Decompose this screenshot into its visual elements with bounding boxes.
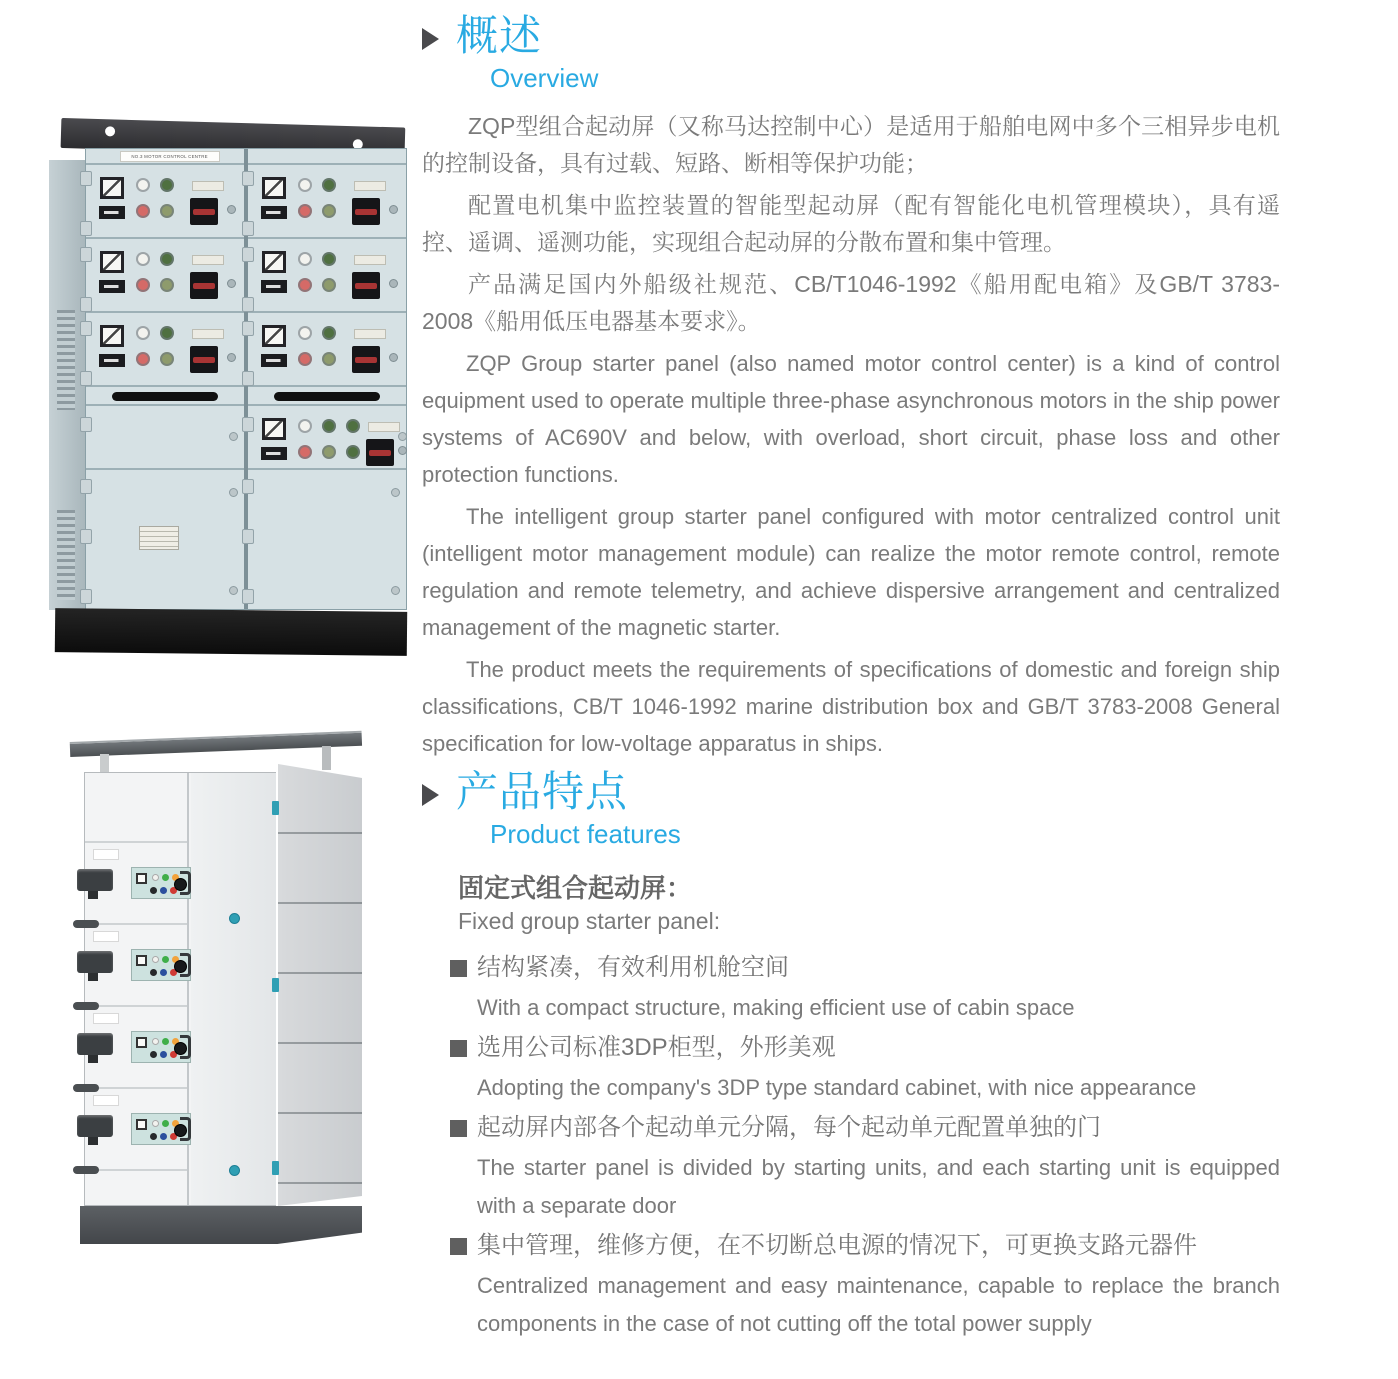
door-latch — [272, 801, 279, 815]
starter-unit-column — [85, 773, 189, 1205]
feature-text-cn: 结构紧凑，有效利用机舱空间 — [477, 954, 789, 982]
square-bullet-icon — [450, 960, 467, 977]
blank-panel — [85, 773, 187, 843]
feature-item — [450, 1107, 1280, 1225]
door-nameplate: NO.3 MOTOR CONTROL CENTRE — [120, 151, 220, 162]
feature-text-en: Adopting the company's 3DP type standard cabinet, with nice appearance — [477, 1075, 1197, 1101]
handle-strip — [248, 385, 406, 404]
square-bullet-icon — [450, 1238, 467, 1255]
overview-paragraph-cn: 产品满足国内外船级社规范、CB/T1046-1992《船用配电箱》及GB/T 3783-2008《船用低压电器基本要求》。 — [422, 271, 1280, 335]
overview-paragraph-cn: ZQP型组合起动屏（又称马达控制中心）是适用于船舶电网中多个三相异步电机的控制设备，具有过载、短路、断相等保护功能； — [422, 113, 1280, 177]
cabinet-side-panel — [278, 764, 362, 1206]
feature-text-cn: 选用公司标准3DP柜型，外形美观 — [477, 1034, 836, 1062]
overview-paragraphs — [422, 108, 1280, 762]
feature-item — [450, 1027, 1280, 1107]
features-subtitle-en: Fixed group starter panel: — [458, 908, 721, 935]
features-subtitle-cn: 固定式组合起动屏： — [458, 873, 693, 904]
starter-unit-door — [248, 163, 406, 237]
features-title-cn: 产品特点 — [456, 768, 629, 815]
roof-post — [100, 754, 109, 774]
square-bullet-icon — [450, 1040, 467, 1057]
door-top-strip — [86, 149, 244, 163]
overview-title-en: Overview — [490, 63, 599, 94]
product-features-section — [422, 768, 1280, 1343]
cabinet-door-column — [248, 149, 406, 609]
starter-unit-door — [86, 237, 244, 311]
vent-grille — [57, 310, 75, 410]
cabinet-roof — [70, 731, 362, 757]
starter-unit-door — [85, 925, 187, 1007]
starter-unit-door — [86, 311, 244, 385]
feature-text-en: With a compact structure, making efficient use of cabin space — [477, 995, 1075, 1021]
full-height-door — [191, 773, 276, 1205]
feature-item — [450, 947, 1280, 1027]
door-top-strip — [248, 149, 406, 163]
rating-nameplate — [139, 526, 179, 550]
starter-unit-door — [86, 163, 244, 237]
starter-unit-door — [85, 1007, 187, 1089]
dp3-cabinet-photo — [70, 720, 370, 1265]
cabinet-plinth — [55, 608, 407, 656]
cabinet-body — [85, 148, 407, 610]
overview-paragraph-en: ZQP Group starter panel (also named motor control center) is a kind of control equipment used to operate multiple three-phase asynchronous motors in the ship power systems of AC690V and below, with overload, short circuit, phase loss and other protection functions. — [422, 351, 1280, 488]
feature-text-en: The starter panel is divided by starting units, and each starting unit is equipped with a separate door — [477, 1155, 1280, 1219]
cabinet-door-column — [86, 149, 244, 609]
overview-paragraph-en: The intelligent group starter panel configured with motor centralized control unit (intelligent motor management module) can realize the motor remote control, remote regulation and remote telemetry, and achieve dispersive arrangement and centralized management of the magnetic starter. — [422, 504, 1280, 641]
starter-unit-door — [248, 404, 406, 468]
door-knob — [229, 913, 240, 924]
feature-item — [450, 1225, 1280, 1343]
door-latch — [272, 978, 279, 992]
lower-door — [248, 468, 406, 611]
cabinet-front — [84, 772, 276, 1206]
roof-post — [322, 746, 331, 770]
starter-unit-door — [248, 311, 406, 385]
square-bullet-icon — [450, 1120, 467, 1137]
starter-unit-door — [85, 843, 187, 925]
door-latch — [272, 1161, 279, 1175]
blank-panel — [85, 1171, 187, 1205]
cabinet-plinth — [80, 1206, 362, 1244]
section-arrow-icon — [422, 784, 439, 806]
overview-header — [422, 12, 1280, 94]
door-handle — [274, 392, 380, 401]
door-knob — [229, 1165, 240, 1176]
cap-hole — [105, 126, 115, 136]
features-title-en: Product features — [490, 819, 681, 850]
feature-text-cn: 起动屏内部各个起动单元分隔，每个起动单元配置单独的门 — [477, 1114, 1101, 1142]
features-header — [422, 768, 1280, 850]
section-arrow-icon — [422, 28, 439, 50]
overview-section — [422, 12, 1280, 767]
overview-paragraph-en: The product meets the requirements of specifications of domestic and foreign ship classifications, CB/T 1046-1992 marine distribution box and GB/T 3783-2008 General specification for low-voltage apparatus in ships. — [422, 657, 1280, 757]
starter-unit-door — [248, 237, 406, 311]
overview-title-cn: 概述 — [456, 12, 543, 59]
lower-door — [86, 468, 244, 611]
vent-grille — [57, 510, 75, 600]
features-list — [450, 947, 1280, 1343]
blank-panel — [86, 404, 244, 468]
door-handle — [112, 392, 218, 401]
zqp-cabinet-photo — [45, 112, 410, 657]
feature-text-en: Centralized management and easy maintenance, capable to replace the branch components in the case of not cutting off the total power supply — [477, 1273, 1280, 1337]
starter-unit-door — [85, 1089, 187, 1171]
handle-strip — [86, 385, 244, 404]
feature-text-cn: 集中管理，维修方便，在不切断总电源的情况下，可更换支路元器件 — [477, 1232, 1197, 1260]
overview-paragraph-cn: 配置电机集中监控装置的智能型起动屏（配有智能化电机管理模块），具有遥控、遥调、遥测功能，实现组合起动屏的分散布置和集中管理。 — [422, 192, 1280, 256]
